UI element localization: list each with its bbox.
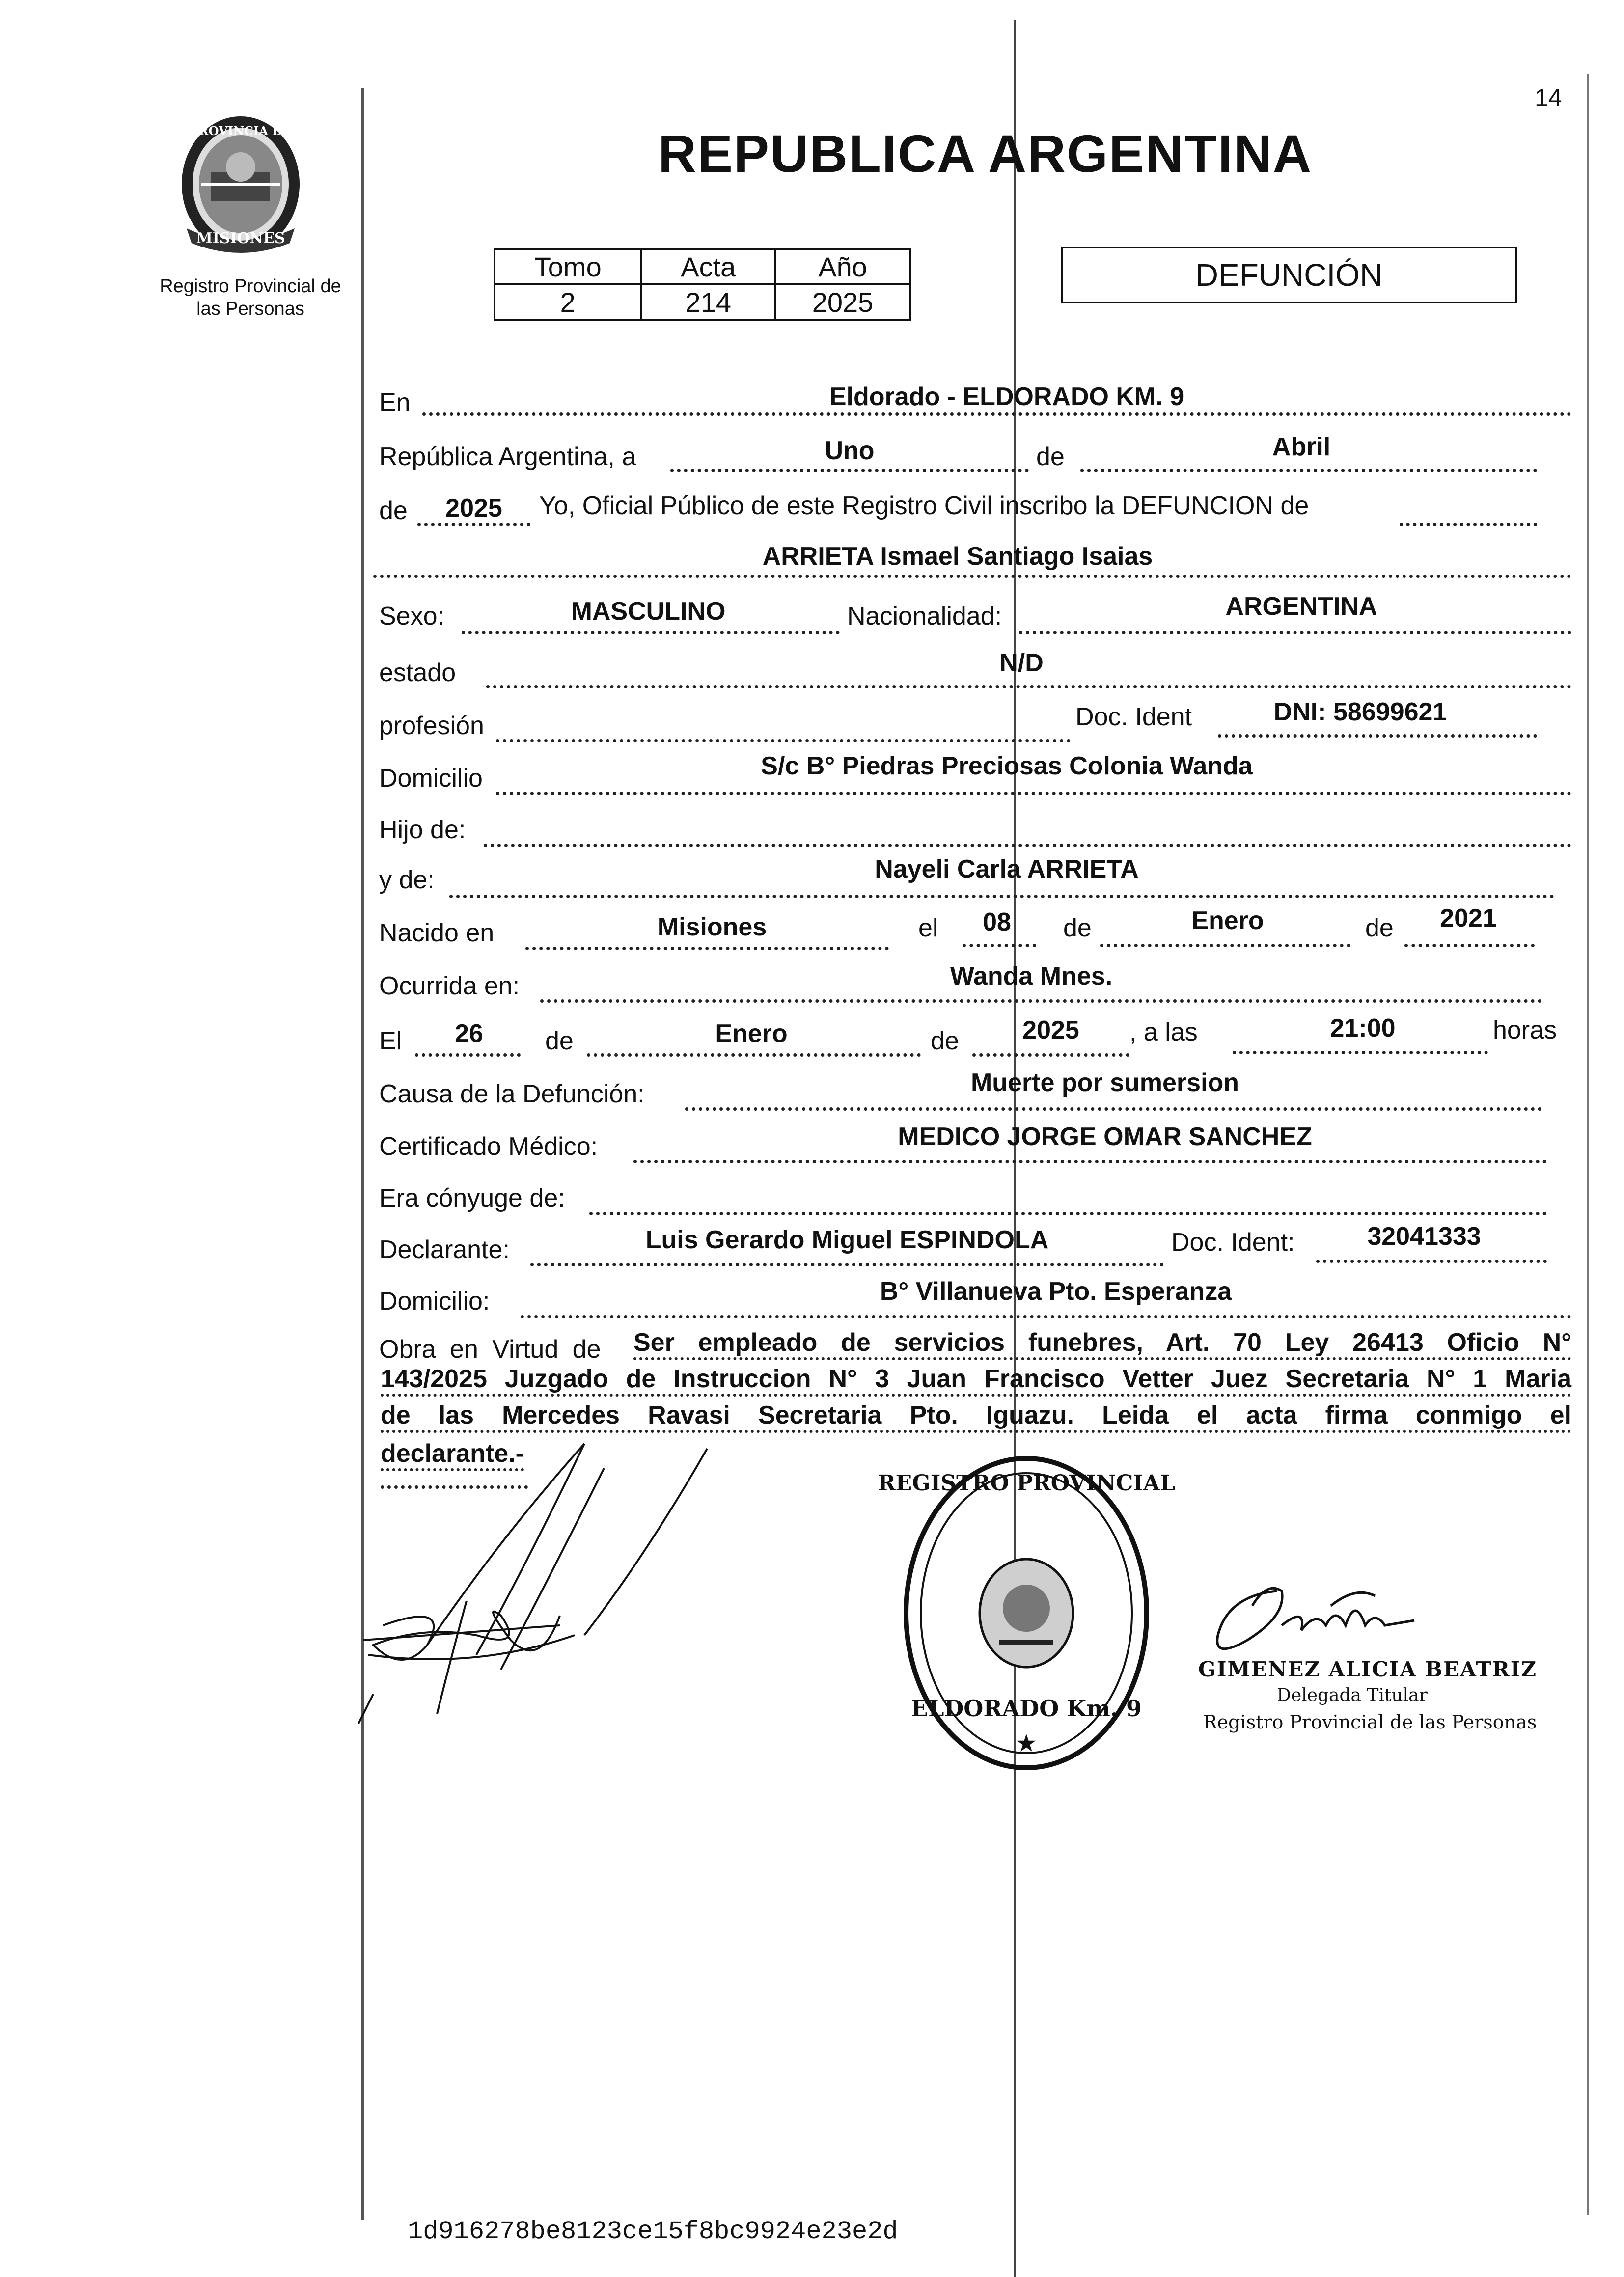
label-de-d1: de: [545, 1027, 574, 1055]
dots-def-mes: [587, 1053, 921, 1057]
right-margin-line: [1587, 74, 1589, 2215]
dots-nombre: [373, 575, 1571, 578]
dots-domicilio: [496, 792, 1571, 795]
value-def-dia: 26: [455, 1019, 483, 1048]
dots-domicilio2: [521, 1315, 1571, 1318]
label-nacionalidad: Nacionalidad:: [847, 602, 1002, 631]
table-cell-acta: 214: [641, 284, 776, 320]
value-obra-line-4: declarante.-: [381, 1439, 524, 1471]
record-type-box: DEFUNCIÓN: [1061, 247, 1517, 303]
left-margin-line: [361, 88, 364, 2220]
page-title: REPUBLICA ARGENTINA: [658, 124, 1312, 183]
value-def-anio: 2025: [1022, 1016, 1079, 1044]
table-cell-anio: 2025: [775, 284, 910, 320]
table-header-acta: Acta: [641, 249, 776, 284]
label-de-b1: de: [1063, 914, 1092, 942]
label-certificado: Certificado Médico:: [379, 1132, 598, 1161]
dots-nacido-en: [525, 947, 889, 950]
label-de-mes: de: [1036, 442, 1065, 471]
table-header-tomo: Tomo: [495, 249, 641, 284]
label-doc-ident2: Doc. Ident:: [1171, 1228, 1295, 1257]
value-mes: Abril: [1272, 433, 1331, 461]
label-de-anio: de: [379, 496, 408, 525]
label-doc-ident: Doc. Ident: [1075, 703, 1192, 731]
value-y-de: Nayeli Carla ARRIETA: [875, 855, 1139, 883]
value-nac-dia: 08: [983, 908, 1011, 936]
table-header-anio: Año: [775, 249, 910, 284]
dots-y-de: [449, 895, 1554, 898]
dots-profesion: [496, 739, 1071, 742]
value-certificado: MEDICO JORGE OMAR SANCHEZ: [898, 1123, 1312, 1151]
dots-sexo: [462, 631, 840, 634]
registry-label: Registro Provincial de las Personas: [160, 276, 341, 319]
label-de-b2: de: [1365, 914, 1394, 942]
value-nac-mes: Enero: [1191, 906, 1264, 935]
svg-text:MISIONES: MISIONES: [196, 230, 285, 247]
value-obra-line-2: 143/2025 Juzgado de Instruccion N° 3 Juan Francisco Vetter Juez Secretaria N° 1 Maria: [381, 1364, 1571, 1397]
label-el-d: El: [379, 1027, 402, 1055]
officer-role: Delegada Titular: [1277, 1685, 1428, 1705]
officer-name: GIMENEZ ALICIA BEATRIZ: [1198, 1657, 1538, 1681]
value-declarante-doc: 32041333: [1367, 1222, 1481, 1251]
svg-text:REGISTRO PROVINCIAL: REGISTRO PROVINCIAL: [878, 1471, 1175, 1496]
official-seal: [878, 1451, 1175, 1775]
value-nacido-en: Misiones: [657, 913, 767, 941]
dots-declarante: [530, 1263, 1164, 1266]
svg-text:ELDORADO Km. 9: ELDORADO Km. 9: [911, 1695, 1142, 1722]
dots-anio: [417, 523, 530, 526]
value-def-hora: 21:00: [1330, 1014, 1396, 1042]
dots-ocurrida: [540, 999, 1542, 1003]
dots-def-dia: [415, 1053, 521, 1057]
label-de-d2: de: [931, 1027, 959, 1055]
officer-signature: [1208, 1576, 1473, 1665]
label-causa: Causa de la Defunción:: [379, 1080, 645, 1108]
dots-declarante-doc: [1316, 1260, 1547, 1263]
value-ocurrida: Wanda Mnes.: [950, 962, 1113, 990]
label-obra: Obra en Virtud de: [379, 1335, 601, 1364]
dots-nac-anio: [1404, 944, 1535, 947]
svg-text:★: ★: [1017, 1731, 1036, 1756]
label-declarante: Declarante:: [379, 1235, 510, 1264]
value-obra-line-3: de las Mercedes Ravasi Secretaria Pto. Iguazu. Leida el acta firma conmigo el: [381, 1400, 1571, 1433]
value-nombre: ARRIETA Ismael Santiago Isaias: [762, 542, 1153, 571]
dots-causa: [685, 1107, 1542, 1111]
value-causa: Muerte por sumersion: [970, 1069, 1239, 1097]
label-horas: horas: [1493, 1016, 1557, 1044]
value-lugar: Eldorado - ELDORADO KM. 9: [829, 383, 1184, 411]
dots-certificado: [633, 1160, 1547, 1163]
label-estado: estado: [379, 658, 456, 687]
province-logo: [167, 106, 324, 258]
table-cell-tomo: 2: [495, 284, 641, 320]
dots-def-hora: [1233, 1051, 1488, 1054]
officer-office: Registro Provincial de las Personas: [1203, 1711, 1537, 1733]
record-table: [494, 248, 911, 321]
value-doc-ident: DNI: 58699621: [1273, 698, 1447, 726]
label-el: el: [918, 914, 938, 942]
dots-nacionalidad: [1019, 631, 1571, 634]
dots-def-anio: [972, 1053, 1129, 1057]
dots-nac-mes: [1100, 944, 1350, 947]
dots-lugar: [422, 412, 1571, 416]
page-number: 14: [1535, 84, 1562, 111]
declarant-signature: [354, 1439, 727, 1743]
label-a-las: , a las: [1129, 1018, 1198, 1046]
label-conyuge: Era cónyuge de:: [379, 1184, 565, 1212]
value-def-mes: Enero: [715, 1019, 788, 1048]
label-ocurrida: Ocurrida en:: [379, 972, 520, 1000]
value-nac-anio: 2021: [1440, 904, 1497, 933]
value-domicilio: S/c B° Piedras Preciosas Colonia Wanda: [761, 752, 1253, 780]
label-domicilio2: Domicilio:: [379, 1287, 490, 1316]
label-y-de: y de:: [379, 866, 435, 894]
value-sexo: MASCULINO: [571, 597, 726, 626]
value-estado: N/D: [999, 649, 1044, 677]
dots-hijo-de: [484, 844, 1571, 847]
dots-nac-dia: [963, 944, 1036, 947]
label-domicilio: Domicilio: [379, 764, 483, 793]
dots-dia: [670, 469, 1029, 472]
dots-estado: [486, 685, 1571, 688]
label-nacido-en: Nacido en: [379, 919, 495, 947]
document-hash: 1d916278be8123ce15f8bc9924e23e2d: [408, 2217, 898, 2246]
label-sexo: Sexo:: [379, 602, 444, 631]
label-en: En: [379, 388, 411, 417]
value-obra-line-1: Ser empleado de servicios funebres, Art. 70 Ley 26413 Oficio N°: [633, 1328, 1571, 1360]
label-profesion: profesión: [379, 712, 484, 740]
value-dia: Uno: [825, 437, 875, 465]
label-republica: República Argentina, a: [379, 442, 636, 471]
value-declarante: Luis Gerardo Miguel ESPINDOLA: [645, 1226, 1049, 1254]
value-anio: 2025: [445, 494, 502, 522]
value-nacionalidad: ARGENTINA: [1225, 592, 1377, 621]
dots-mes: [1080, 469, 1537, 472]
dots-conyuge: [589, 1212, 1547, 1215]
dots-yo-tail: [1400, 523, 1537, 526]
label-hijo-de: Hijo de:: [379, 816, 466, 844]
label-yo: Yo, Oficial Público de este Registro Civil inscribo la DEFUNCION de: [539, 492, 1309, 520]
value-domicilio2: B° Villanueva Pto. Esperanza: [880, 1277, 1232, 1306]
dots-doc-ident: [1218, 734, 1537, 738]
svg-text:PROVINCIA DE: PROVINCIA DE: [190, 124, 292, 138]
